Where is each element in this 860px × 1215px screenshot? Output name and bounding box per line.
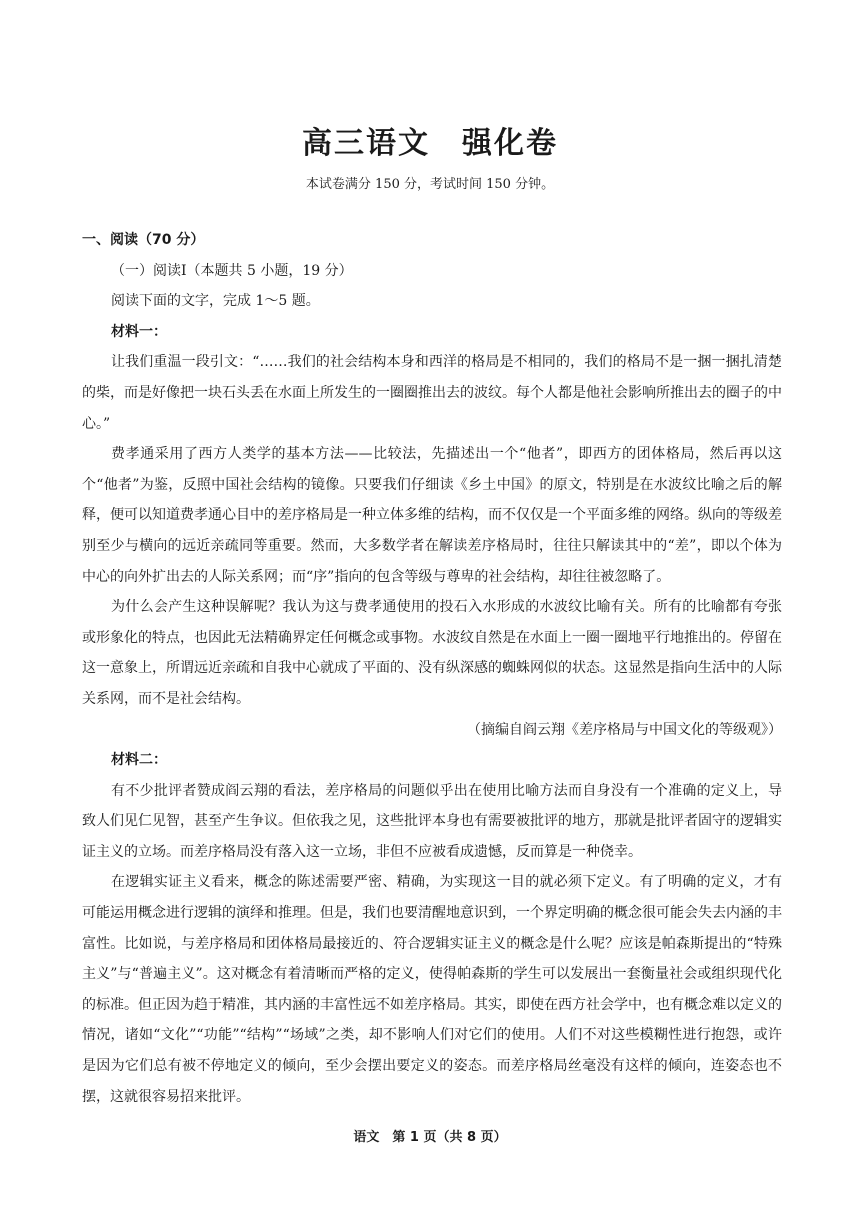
material-one-paragraph: 让我们重温一段引文：“……我们的社会结构本身和西洋的格局是不相同的，我们的格局不是一捆一捆扎清楚的柴，而是好像把一块石头丢在水面上所发生的一圈圈推出去的波纹。每个人都是他社会影响所推出去的圈子的中心。” (82, 354, 782, 432)
material-one-source: （摘编自阎云翔《差序格局与中国文化的等级观》） (467, 721, 782, 738)
material-two-paragraph: 在逻辑实证主义看来，概念的陈述需要严密、精确，为实现这一目的就必须下定义。有了明确的定义，才有可能运用概念进行逻辑的演绎和推理。但是，我们也要清醒地意识到，一个界定明确的概念很可能会失去内涵的丰富性。比如说，与差序格局和团体格局最接近的、符合逻辑实证主义的概念是什么呢？应该是帕森斯提出的“特殊主义”与“普遍主义”。这对概念有着清晰而严格的定义，使得帕森斯的学生可以发展出一套衡量社会或组织现代化的标准。但正因为趋于精准，其内涵的丰富性远不如差序格局。其实，即使在西方社会学中，也有概念难以定义的情况，诸如“文化”“功能”“结构”“场域”之类，却不影响人们对它们的使用。人们不对这些模糊性进行抱怨，或许是因为它们总有被不停地定义的倾向，至少会摆出要定义的姿态。而差序格局丝毫没有这样的倾向，连姿态也不摆，这就很容易招来批评。 (82, 874, 782, 1105)
material-one-paragraph: 为什么会产生这种误解呢？我认为这与费孝通使用的投石入水形成的水波纹比喻有关。所有的比喻都有夸张或形象化的特点，也因此无法精确界定任何概念或事物。水波纹自然是在水面上一圈一圈地平行地推出的。停留在这一意象上，所谓远近亲疏和自我中心就成了平面的、没有纵深感的蜘蛛网似的状态。这显然是指向生活中的人际关系网，而不是社会结构。 (82, 599, 782, 707)
page-title: 高三语文 强化卷 (302, 126, 558, 161)
material-one-paragraph: 费孝通采用了西方人类学的基本方法——比较法，先描述出一个“他者”，即西方的团体格局，然后再以这个“他者”为鉴，反照中国社会结构的镜像。只要我们仔细读《乡土中国》的原文，特别是在水波纹比喻之后的解释，便可以知道费孝通心目中的差序格局是一种立体多维的结构，而不仅仅是一个平面多维的网络。纵向的等级差别至少与横向的远近亲疏同等重要。然而，大多数学者在解读差序格局时，往往只解读其中的“差”，即以个体为中心的向外扩出去的人际关系网；而“序”指向的包含等级与尊卑的社会结构，却往往被忽略了。 (82, 446, 782, 585)
section-heading: 一、阅读（70 分） (82, 232, 205, 248)
material-two-label: 材料二： (111, 752, 167, 769)
exam-body (82, 225, 782, 1112)
reading-instruction: 阅读下面的文字，完成 1～5 题。 (111, 293, 320, 310)
material-one-label: 材料一： (111, 323, 167, 340)
page-footer: 语文 第 1 页（共 8 页） (353, 1130, 507, 1145)
sub-section-heading: （一）阅读Ⅰ（本题共 5 小题，19 分） (111, 262, 353, 279)
exam-instructions: 本试卷满分 150 分，考试时间 150 分钟。 (305, 177, 555, 192)
material-two-paragraph: 有不少批评者赞成阎云翔的看法，差序格局的问题似乎出在使用比喻方法而自身没有一个准确的定义上，导致人们见仁见智，甚至产生争议。但依我之见，这些批评本身也有需要被批评的地方，那就是批评者固守的逻辑实证主义的立场。而差序格局没有落入这一立场，非但不应被看成遗憾，反而算是一种侥幸。 (82, 782, 782, 860)
